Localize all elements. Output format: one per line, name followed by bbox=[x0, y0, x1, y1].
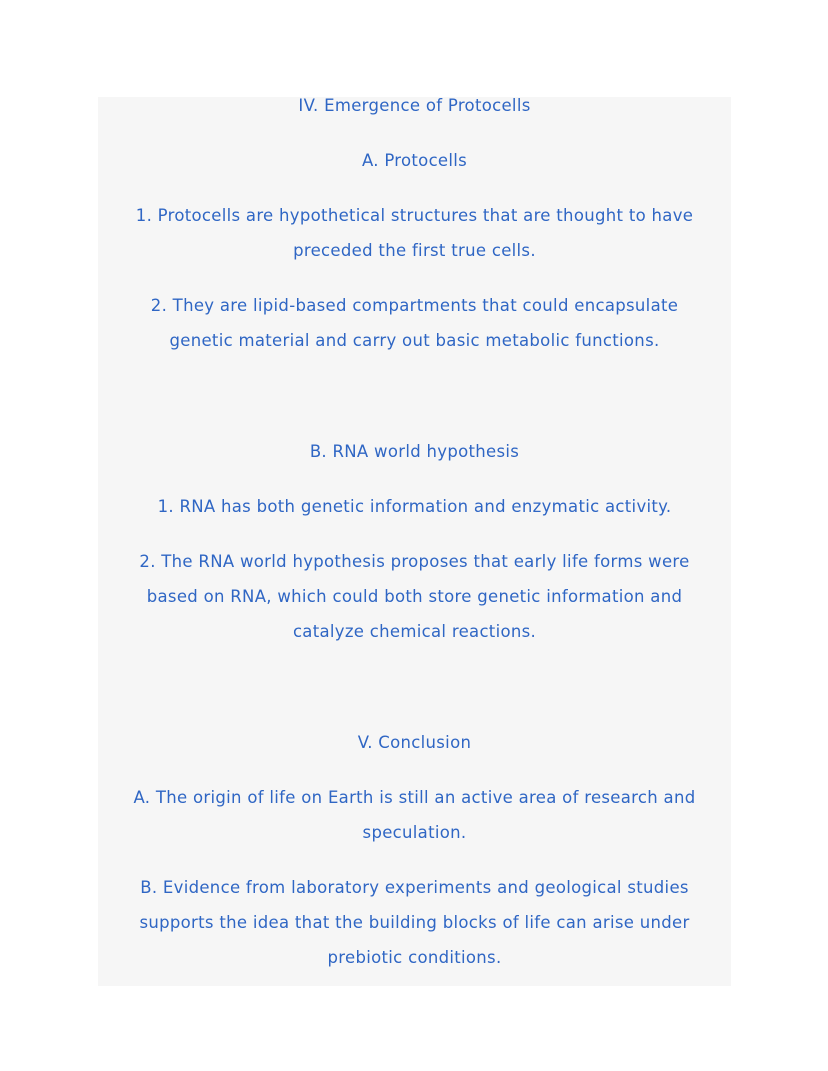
subsection-a-heading: A. Protocells bbox=[361, 151, 468, 170]
rna-item-1-line-1: 1. RNA has both genetic information and enzymatic activity. bbox=[157, 497, 672, 516]
conclusion-item-a-line-2: speculation. bbox=[362, 823, 467, 842]
conclusion-item-a-line-1: A. The origin of life on Earth is still an active area of research and bbox=[133, 788, 696, 807]
rna-item-2-line-2: based on RNA, which could both store genetic information and bbox=[146, 587, 683, 606]
conclusion-item-b-line-1: B. Evidence from laboratory experiments and geological studies bbox=[140, 878, 689, 897]
rna-item-2-line-3: catalyze chemical reactions. bbox=[292, 622, 537, 641]
protocells-item-2-line-2: genetic material and carry out basic metabolic functions. bbox=[169, 331, 660, 350]
section-iv-heading: IV. Emergence of Protocells bbox=[298, 96, 531, 115]
protocells-item-1-line-1: 1. Protocells are hypothetical structures that are thought to have bbox=[135, 206, 694, 225]
protocells-item-2-line-1: 2. They are lipid-based compartments that could encapsulate bbox=[150, 296, 679, 315]
conclusion-item-b-line-3: prebiotic conditions. bbox=[327, 948, 502, 967]
conclusion-item-b-line-2: supports the idea that the building blocks of life can arise under bbox=[139, 913, 690, 932]
section-v-heading: V. Conclusion bbox=[357, 733, 472, 752]
subsection-b-heading: B. RNA world hypothesis bbox=[309, 442, 520, 461]
protocells-item-1-line-2: preceded the first true cells. bbox=[293, 241, 536, 260]
rna-item-2-line-1: 2. The RNA world hypothesis proposes that early life forms were bbox=[139, 552, 690, 571]
document-content-box bbox=[98, 97, 731, 986]
